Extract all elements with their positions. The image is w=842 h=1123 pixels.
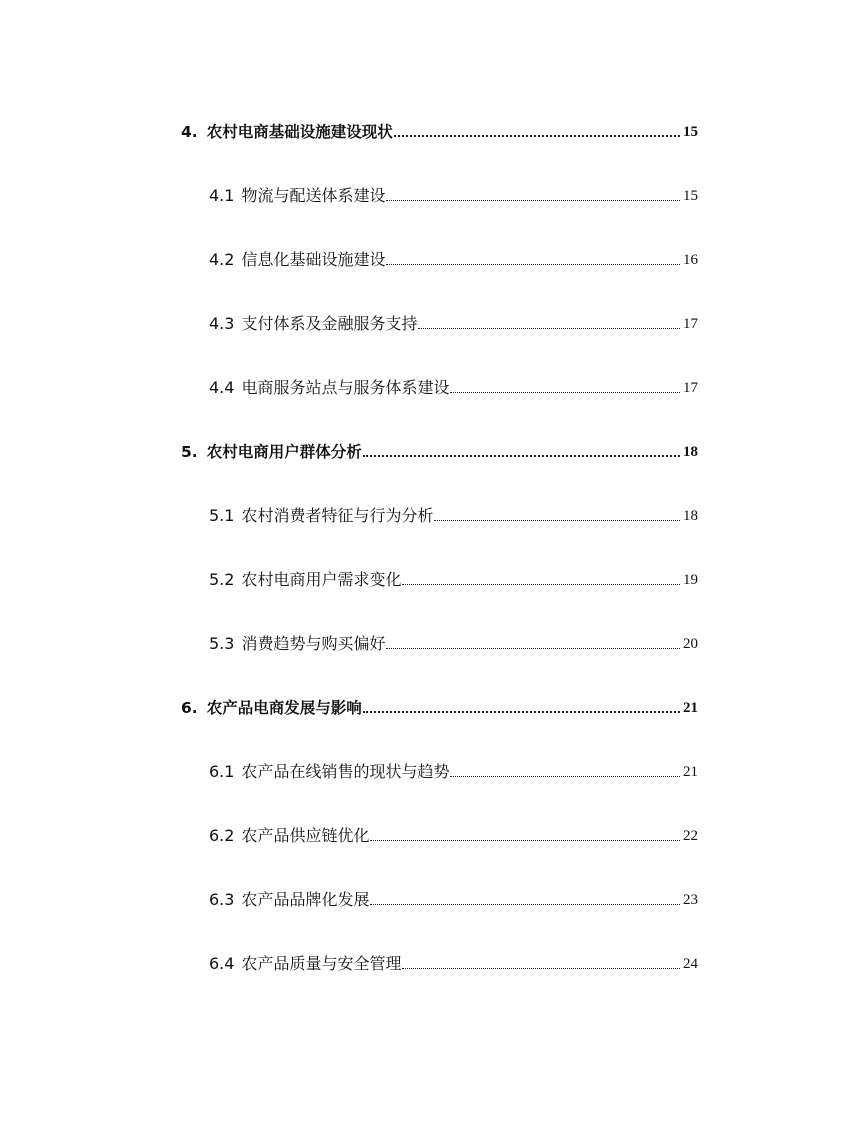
toc-entry-number: 5. (181, 443, 198, 461)
toc-dot-leader (450, 391, 680, 393)
toc-entry-4-2[interactable] (209, 245, 698, 271)
toc-entry-page: 23 (683, 892, 698, 908)
toc-entry-page: 16 (683, 252, 698, 268)
toc-entry-page: 18 (683, 444, 698, 460)
toc-dot-leader (418, 327, 680, 329)
toc-entry-number: 6.4 (209, 954, 235, 973)
toc-entry-5-3[interactable] (209, 629, 698, 655)
toc-dot-leader (386, 199, 680, 201)
toc-entry-title: 农村消费者特征与行为分析 (241, 506, 434, 525)
toc-entry-number: 6.1 (209, 762, 235, 781)
toc-entry-4-3[interactable] (209, 309, 698, 335)
toc-entry-number: 4.2 (209, 250, 235, 269)
toc-entry-number: 5.3 (209, 634, 235, 653)
toc-entry-title: 消费趋势与购买偏好 (241, 634, 386, 653)
toc-dot-leader (386, 647, 680, 649)
toc-entry-4-1[interactable] (209, 181, 698, 207)
toc-entry-number: 4.1 (209, 186, 235, 205)
toc-entry-6-4[interactable] (209, 949, 698, 975)
toc-dot-leader (402, 967, 680, 969)
toc-entry-page: 19 (683, 572, 698, 588)
toc-entry-4[interactable] (181, 117, 698, 143)
toc-entry-title: 农村电商基础设施建设现状 (206, 123, 393, 141)
toc-entry-page: 22 (683, 828, 698, 844)
toc-entry-title: 农产品供应链优化 (241, 826, 370, 845)
toc-entry-6-2[interactable] (209, 821, 698, 847)
toc-entry-title: 农产品品牌化发展 (241, 890, 370, 909)
toc-entry-5[interactable] (181, 437, 698, 463)
toc-entry-title: 农产品在线销售的现状与趋势 (241, 762, 450, 781)
toc-entry-title: 农村电商用户需求变化 (241, 570, 402, 589)
toc-entry-5-1[interactable] (209, 501, 698, 527)
toc-entry-number: 4.4 (209, 378, 235, 397)
toc-entry-5-2[interactable] (209, 565, 698, 591)
toc-dot-leader (370, 903, 680, 905)
toc-entry-number: 6. (181, 699, 198, 717)
toc-entry-page: 21 (683, 700, 698, 716)
toc-dot-leader (434, 519, 680, 521)
toc-entry-4-4[interactable] (209, 373, 698, 399)
toc-entry-page: 20 (683, 636, 698, 652)
toc-entry-title: 农产品电商发展与影响 (206, 699, 362, 717)
toc-entry-6-3[interactable] (209, 885, 698, 911)
toc-entry-title: 农产品质量与安全管理 (241, 954, 402, 973)
toc-entry-page: 17 (683, 316, 698, 332)
toc-entry-title: 电商服务站点与服务体系建设 (241, 378, 450, 397)
toc-dot-leader (363, 710, 680, 713)
toc-dot-leader (363, 454, 680, 457)
toc-dot-leader (386, 263, 680, 265)
toc-entry-page: 21 (683, 764, 698, 780)
toc-entry-title: 农村电商用户群体分析 (206, 443, 362, 461)
toc-dot-leader (394, 134, 680, 137)
toc-dot-leader (402, 583, 680, 585)
toc-entry-6[interactable] (181, 693, 698, 719)
toc-entry-number: 4. (181, 123, 198, 141)
toc-entry-page: 18 (683, 508, 698, 524)
toc-entry-number: 4.3 (209, 314, 235, 333)
toc-dot-leader (450, 775, 680, 777)
toc-entry-6-1[interactable] (209, 757, 698, 783)
toc-entry-page: 17 (683, 380, 698, 396)
toc-entry-number: 5.1 (209, 506, 235, 525)
toc-entry-page: 15 (683, 124, 698, 140)
toc-entry-page: 15 (683, 188, 698, 204)
toc-entry-page: 24 (683, 956, 698, 972)
toc-entry-number: 5.2 (209, 570, 235, 589)
toc-entry-number: 6.2 (209, 826, 235, 845)
toc-entry-title: 信息化基础设施建设 (241, 250, 386, 269)
toc-entry-title: 物流与配送体系建设 (241, 186, 386, 205)
toc-entry-number: 6.3 (209, 890, 235, 909)
toc-entry-title: 支付体系及金融服务支持 (241, 314, 418, 333)
toc-dot-leader (370, 839, 680, 841)
